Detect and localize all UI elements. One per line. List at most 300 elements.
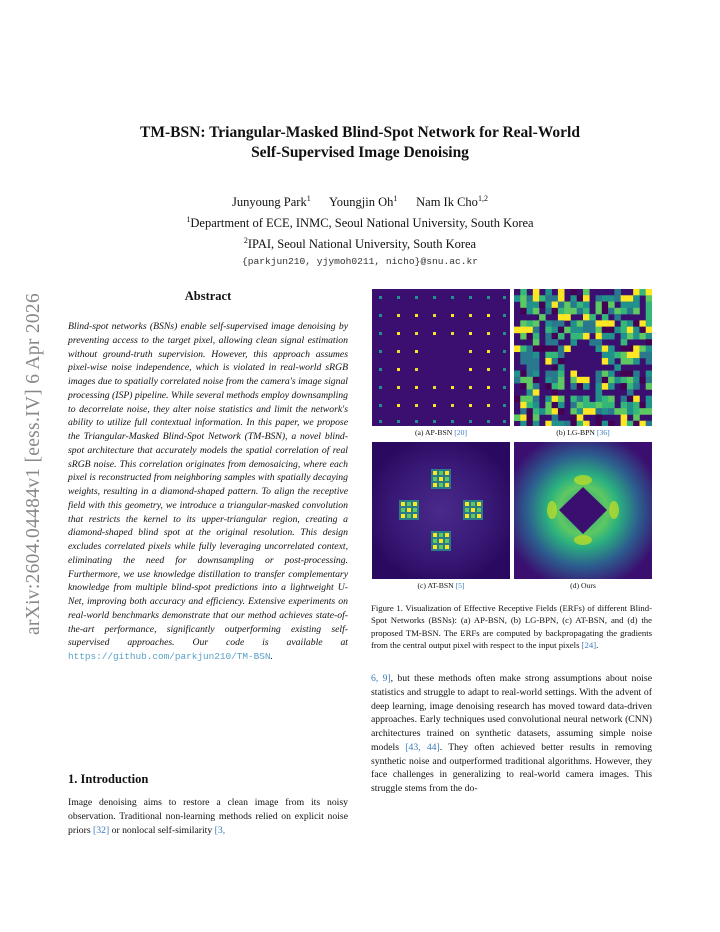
erf-cell	[520, 383, 527, 390]
erf-cell	[577, 402, 584, 409]
erf-cell	[477, 508, 481, 512]
erf-cell	[487, 350, 490, 353]
figure-caption: Figure 1. Visualization of Effective Receptive Fields (ERFs) of different Blind-Spot Networks (BSNs): (a) AP-BSN, (b) LG-BPN, (c) AT-BSN, and (d) the proposed TM-BSN. The ERFs are computed by backpropagating the gradients from the central output pixel with respect to the input pixels [24].	[371, 603, 652, 650]
erf-cell	[646, 421, 652, 426]
erf-cell	[520, 421, 527, 426]
erf-cell	[577, 302, 584, 309]
erf-cell	[451, 332, 454, 335]
erf-cell	[451, 386, 454, 389]
intro-paragraph-left: Image denoising aims to restore a clean image from its noisy observation. Traditional non-learning methods relied on explicit noise priors [32] or nonlocal self-similarity [3,	[68, 797, 348, 836]
erf-cell	[577, 396, 584, 403]
erf-cell	[539, 314, 546, 321]
erf-cell	[621, 345, 628, 352]
erf-cell	[646, 333, 652, 340]
erf-cell	[558, 364, 565, 371]
erf-cell	[552, 320, 559, 327]
erf-cell	[520, 352, 527, 359]
erf-cell	[415, 296, 418, 299]
erf-cell	[570, 333, 577, 340]
erf-cell	[545, 396, 552, 403]
erf-cell	[445, 477, 449, 481]
erf-cell	[596, 421, 603, 426]
erf-cell	[633, 371, 640, 378]
erf-cell	[633, 352, 640, 359]
erf-cell	[487, 404, 490, 407]
erf-cell	[596, 377, 603, 384]
erf-cell	[621, 352, 628, 359]
erf-cell	[596, 302, 603, 309]
erf-cell	[633, 327, 640, 334]
erf-cell	[570, 377, 577, 384]
erf-cell	[520, 396, 527, 403]
erf-cell	[558, 396, 565, 403]
erf-cell	[627, 396, 634, 403]
erf-cell	[514, 377, 521, 384]
erf-cell	[602, 352, 609, 359]
erf-cell	[545, 339, 552, 346]
erf-cell	[487, 420, 490, 423]
erf-cell	[397, 350, 400, 353]
erf-cell	[577, 414, 584, 421]
erf-cell	[621, 302, 628, 309]
erf-cell	[527, 345, 534, 352]
erf-cell	[589, 408, 596, 415]
erf-cell	[439, 539, 443, 543]
erf-cell	[465, 502, 469, 506]
erf-cell	[527, 364, 534, 371]
erf-cell	[639, 320, 646, 327]
erf-cell	[583, 295, 590, 302]
erf-cell	[596, 402, 603, 409]
erf-cell	[545, 421, 552, 426]
erf-cell	[564, 308, 571, 315]
erf-cell	[564, 327, 571, 334]
erf-cell	[433, 477, 437, 481]
erf-cell	[415, 368, 418, 371]
erf-cell	[533, 396, 540, 403]
erf-cell	[552, 302, 559, 309]
erf-cell	[520, 295, 527, 302]
erf-cell	[558, 352, 565, 359]
erf-cell	[627, 352, 634, 359]
erf-cell	[564, 421, 571, 426]
erf-cell	[401, 508, 405, 512]
erf-cell	[570, 289, 577, 296]
erf-cell	[621, 358, 628, 365]
erf-cell	[646, 345, 652, 352]
erf-cell	[627, 302, 634, 309]
erf-cell	[433, 332, 436, 335]
erf-cell	[558, 371, 565, 378]
erf-cell	[558, 314, 565, 321]
erf-cell	[608, 352, 615, 359]
erf-cell	[415, 420, 418, 423]
erf-cell	[465, 508, 469, 512]
erf-cell	[589, 320, 596, 327]
erf-cell	[469, 404, 472, 407]
erf-cell	[639, 327, 646, 334]
erf-cell	[570, 383, 577, 390]
erf-cell	[570, 295, 577, 302]
erf-cell	[602, 314, 609, 321]
erf-cell	[633, 308, 640, 315]
erf-cell	[608, 371, 615, 378]
erf-cell	[627, 383, 634, 390]
author-names: Junyoung Park$^1$ Youngjin Oh$^1$ Nam Ik Cho$^{1,2}$	[232, 194, 488, 210]
erf-cell	[627, 389, 634, 396]
erf-cell	[614, 295, 621, 302]
erf-cell	[583, 377, 590, 384]
erf-cell	[621, 308, 628, 315]
erf-cell	[379, 420, 382, 423]
erf-cell	[583, 314, 590, 321]
label-ap-bsn: (a) AP-BSN [20]	[414, 428, 468, 437]
erf-cell	[397, 368, 400, 371]
erf-cell	[514, 396, 521, 403]
erf-cell	[633, 289, 640, 296]
erf-cell	[627, 320, 634, 327]
erf-cell	[596, 396, 603, 403]
erf-cell	[533, 345, 540, 352]
erf-cell	[433, 404, 436, 407]
erf-cell	[533, 383, 540, 390]
erf-cell	[577, 295, 584, 302]
erf-cell	[539, 302, 546, 309]
erf-cell	[570, 396, 577, 403]
erf-cell	[646, 295, 652, 302]
citation-link[interactable]: [3,	[214, 824, 226, 836]
erf-cell	[602, 302, 609, 309]
erf-cell	[558, 308, 565, 315]
erf-cell	[621, 377, 628, 384]
erf-panel-ap-bsn	[372, 289, 510, 426]
erf-cell	[527, 295, 534, 302]
erf-cell	[520, 377, 527, 384]
erf-cell	[527, 421, 534, 426]
erf-cell	[552, 402, 559, 409]
erf-cell	[520, 302, 527, 309]
erf-cell	[539, 295, 546, 302]
erf-cell	[602, 371, 609, 378]
erf-cell	[533, 339, 540, 346]
erf-cell	[602, 345, 609, 352]
erf-cell	[552, 421, 559, 426]
erf-cell	[533, 308, 540, 315]
erf-cell	[552, 327, 559, 334]
erf-cell	[639, 408, 646, 415]
erf-cell	[614, 308, 621, 315]
erf-cell	[589, 339, 596, 346]
erf-cell	[627, 308, 634, 315]
erf-cell	[552, 389, 559, 396]
erf-cell	[627, 377, 634, 384]
erf-cell	[589, 314, 596, 321]
erf-cell	[602, 408, 609, 415]
author-emails: {parkjun210, yjymoh0211, nicho}@snu.ac.kr	[241, 256, 479, 268]
erf-cell	[439, 477, 443, 481]
erf-cell	[487, 296, 490, 299]
erf-cell	[552, 364, 559, 371]
erf-cell	[533, 377, 540, 384]
erf-cell	[545, 295, 552, 302]
erf-cell	[552, 345, 559, 352]
erf-cell	[520, 327, 527, 334]
erf-cell	[469, 332, 472, 335]
erf-cell	[558, 345, 565, 352]
erf-cell	[503, 314, 506, 317]
erf-cell	[639, 352, 646, 359]
erf-cell	[646, 396, 652, 403]
erf-cell	[533, 352, 540, 359]
erf-cell	[577, 383, 584, 390]
erf-cell	[397, 420, 400, 423]
erf-cell	[583, 383, 590, 390]
erf-cell	[633, 320, 640, 327]
erf-cell	[608, 345, 615, 352]
erf-cell	[608, 308, 615, 315]
erf-cell	[545, 327, 552, 334]
erf-cell	[545, 333, 552, 340]
erf-cell	[514, 327, 521, 334]
erf-cell	[397, 386, 400, 389]
erf-cell	[614, 327, 621, 334]
erf-cell	[602, 295, 609, 302]
erf-cell	[379, 332, 382, 335]
erf-cell	[552, 408, 559, 415]
erf-cell	[602, 327, 609, 334]
erf-cell	[602, 358, 609, 365]
erf-cell	[589, 402, 596, 409]
erf-cell	[379, 296, 382, 299]
erf-cell	[520, 408, 527, 415]
erf-cell	[439, 483, 443, 487]
erf-cell	[539, 345, 546, 352]
erf-cell	[646, 302, 652, 309]
erf-cell	[545, 377, 552, 384]
erf-cell	[608, 421, 615, 426]
erf-cell	[520, 345, 527, 352]
erf-cell	[527, 414, 534, 421]
erf-cell	[533, 327, 540, 334]
erf-cell	[514, 414, 521, 421]
erf-cell	[596, 333, 603, 340]
erf-cell	[639, 345, 646, 352]
erf-cell	[577, 320, 584, 327]
erf-cell	[558, 402, 565, 409]
erf-cell	[621, 327, 628, 334]
erf-cell	[527, 402, 534, 409]
erf-cell	[646, 402, 652, 409]
erf-cell	[633, 421, 640, 426]
erf-cell	[439, 471, 443, 475]
erf-cell	[527, 408, 534, 415]
erf-cell	[487, 314, 490, 317]
erf-cell	[570, 327, 577, 334]
erf-cell	[469, 296, 472, 299]
arxiv-stamp: arXiv:2604.04484v1 [eess.IV] 6 Apr 2026	[23, 292, 44, 636]
erf-cell	[533, 371, 540, 378]
erf-cell	[627, 408, 634, 415]
erf-cell	[558, 333, 565, 340]
erf-cell	[633, 358, 640, 365]
erf-cell	[596, 308, 603, 315]
erf-cell	[577, 377, 584, 384]
erf-cell	[552, 333, 559, 340]
code-link[interactable]: https://github.com/parkjun210/TM-BSN	[68, 651, 271, 662]
erf-cell	[583, 308, 590, 315]
erf-cell	[633, 333, 640, 340]
erf-cell	[596, 371, 603, 378]
erf-cell	[545, 358, 552, 365]
erf-cell	[558, 302, 565, 309]
erf-cell	[639, 289, 646, 296]
erf-cell	[445, 483, 449, 487]
citation-link[interactable]: [24]	[581, 639, 597, 650]
erf-cell	[558, 377, 565, 384]
erf-cell	[451, 296, 454, 299]
erf-cell	[533, 358, 540, 365]
erf-cell	[533, 389, 540, 396]
erf-cell	[527, 389, 534, 396]
abstract-text: Blind-spot networks (BSNs) enable self-supervised image denoising by preventing access to the target pixel, allowing clean signal estimation without ground-truth supervision. However, this approach assumes pixel-wise noise independence, which is violated in real-world sRGB images due to spatially correlated noise from the camera's image signal processing (ISP) pipeline. While several methods employ downsampling to decorrelate noise, they alter noise statistics and limit the network's ability to utilize full contextual information. In this paper, we propose the Triangular-Masked Blind-Spot Network (TM-BSN), a novel blind-spot architecture that accurately models the spatial correlation of real sRGB noise. This correlation originates from demosaicing, where each pixel is reconstructed from neighboring samples with spatially decaying weights, resulting in a diamond-shaped pattern. To align the receptive field with this geometry, we introduce a triangular-masked convolution that restricts the kernel to its upper-triangular region, creating a diamond-shaped blind spot at the original resolution. This design excludes correlated pixels while fully leveraging uncorrelated context, eliminating the need for downsampling or post-processing. Furthermore, we use knowledge distillation to transfer complementary knowledge from multiple blind-spot predictions into a lightweight U-Net, improving both accuracy and efficiency. Extensive experiments on real-world benchmarks demonstrate that our method achieves state-of-the-art performance, significantly outperforming existing self-supervised approaches. Our code is available at https://github.com/parkjun210/TM-BSN.	[68, 321, 348, 662]
erf-cell	[503, 332, 506, 335]
erf-cell	[545, 308, 552, 315]
erf-cell	[445, 533, 449, 537]
erf-cell	[527, 352, 534, 359]
erf-cell	[469, 368, 472, 371]
erf-cell	[503, 368, 506, 371]
erf-cell	[445, 471, 449, 475]
erf-cell	[608, 333, 615, 340]
erf-cell	[583, 408, 590, 415]
erf-cell	[503, 404, 506, 407]
erf-cell	[401, 502, 405, 506]
erf-cell	[633, 302, 640, 309]
erf-cell	[527, 377, 534, 384]
erf-cell	[633, 408, 640, 415]
erf-cell	[621, 320, 628, 327]
erf-cell	[433, 314, 436, 317]
erf-cell	[646, 339, 652, 346]
erf-cell	[570, 371, 577, 378]
label-lg-bpn: (b) LG-BPN [36]	[556, 428, 610, 437]
erf-cell	[558, 320, 565, 327]
erf-cell	[520, 402, 527, 409]
erf-cell	[558, 408, 565, 415]
erf-cell	[539, 408, 546, 415]
erf-cell	[533, 408, 540, 415]
erf-cell	[413, 508, 417, 512]
erf-cell	[552, 295, 559, 302]
erf-cell	[552, 383, 559, 390]
erf-cell	[570, 408, 577, 415]
erf-cell	[533, 333, 540, 340]
erf-cell	[602, 377, 609, 384]
erf-cell	[570, 414, 577, 421]
citation-link[interactable]: [32]	[93, 824, 110, 836]
erf-cell	[439, 545, 443, 549]
erf-cell	[527, 333, 534, 340]
erf-cell	[577, 327, 584, 334]
erf-cell	[471, 514, 475, 518]
section-heading-introduction: 1. Introduction	[68, 772, 149, 786]
erf-cell	[552, 358, 559, 365]
erf-cell	[415, 332, 418, 335]
erf-cell	[407, 508, 411, 512]
erf-cell	[564, 302, 571, 309]
erf-cell	[627, 402, 634, 409]
erf-cell	[639, 402, 646, 409]
erf-cell	[451, 314, 454, 317]
erf-cell	[577, 408, 584, 415]
erf-cell	[503, 350, 506, 353]
erf-cell	[646, 408, 652, 415]
erf-cell	[471, 502, 475, 506]
erf-cell	[439, 533, 443, 537]
erf-cell	[527, 371, 534, 378]
erf-cell	[397, 332, 400, 335]
erf-cell	[520, 308, 527, 315]
erf-cell	[433, 533, 437, 537]
erf-panel-lg-bpn	[514, 289, 652, 426]
erf-cell	[646, 377, 652, 384]
erf-cell	[397, 314, 400, 317]
erf-cell	[583, 421, 590, 426]
erf-cell	[415, 386, 418, 389]
erf-cell	[621, 408, 628, 415]
erf-cell	[520, 371, 527, 378]
citation-link[interactable]: 6, 9]	[371, 673, 391, 684]
erf-cell	[627, 371, 634, 378]
citation-link[interactable]: [43, 44]	[405, 741, 440, 753]
erf-cell	[469, 420, 472, 423]
erf-cell	[401, 514, 405, 518]
erf-cell	[570, 320, 577, 327]
erf-cell	[520, 358, 527, 365]
erf-cell	[577, 308, 584, 315]
erf-cell	[614, 352, 621, 359]
erf-cell	[520, 289, 527, 296]
erf-cell	[633, 345, 640, 352]
erf-cell	[596, 327, 603, 334]
erf-cell	[583, 327, 590, 334]
erf-cell	[621, 333, 628, 340]
author-block	[60, 190, 660, 270]
erf-cell	[602, 308, 609, 315]
erf-cell	[545, 320, 552, 327]
erf-cell	[639, 421, 646, 426]
erf-cell	[583, 320, 590, 327]
erf-cell	[545, 408, 552, 415]
erf-cell	[533, 289, 540, 296]
erf-cell	[527, 320, 534, 327]
erf-cell	[533, 302, 540, 309]
erf-cell	[633, 414, 640, 421]
erf-cell	[558, 383, 565, 390]
erf-cell	[413, 514, 417, 518]
erf-cell	[397, 404, 400, 407]
erf-cell	[477, 514, 481, 518]
erf-cell	[533, 402, 540, 409]
erf-cell	[527, 358, 534, 365]
erf-cell	[564, 345, 571, 352]
erf-cell	[646, 320, 652, 327]
erf-cell	[621, 396, 628, 403]
erf-cell	[552, 371, 559, 378]
erf-cell	[583, 396, 590, 403]
erf-cell	[583, 333, 590, 340]
erf-cell	[621, 295, 628, 302]
